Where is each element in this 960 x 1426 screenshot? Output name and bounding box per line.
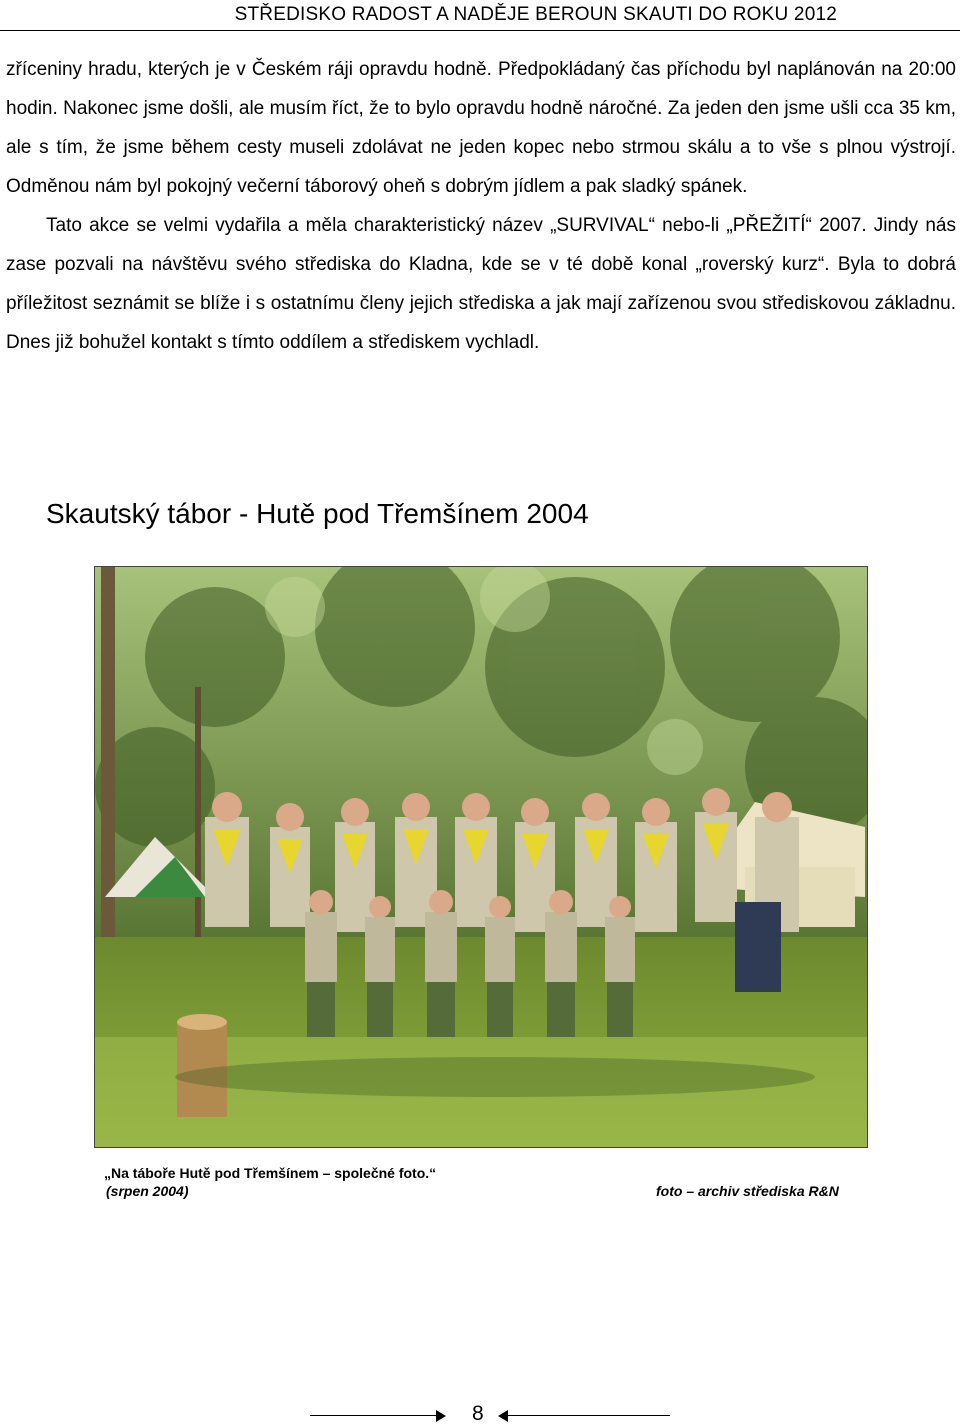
body-text xyxy=(6,50,956,362)
arrow-right-icon xyxy=(436,1410,446,1422)
paragraph: zříceniny hradu, kterých je v Českém ráji opravdu hodně. Předpokládaný čas příchodu byl naplánován na 20:00 hodin. Nakonec jsme došli, ale musím říct, že to bylo opravdu hodně náročné. Za jeden den jsme ušli cca 35 km, ale s tím, že jsme během cesty museli zdolávat ne jeden kopec nebo strmou skálu a to vše s plnou výstrojí. Odměnou nám byl pokojný večerní táborový oheň s dobrým jídlem a pak sladký spánek. xyxy=(6,59,956,197)
paragraph: Tato akce se velmi vydařila a měla charakteristický název „SURVIVAL“ nebo-li „PŘEŽITÍ“ 2007. Jindy nás zase pozvali na návštěvu svého střediska do Kladna, kde se v té době konal „roverský kurz“. Byla to dobrá příležitost seznámit se blíže i s ostatnímu členy jejich střediska a jak mají zařízenou svou střediskovou základnu. Dnes již bohužel kontakt s tímto oddílem a střediskem vychladl. xyxy=(6,215,956,353)
page-header xyxy=(0,0,960,31)
section-heading: Skautský tábor - Hutě pod Třemšínem 2004 xyxy=(46,498,589,529)
photo-credit: foto – archiv střediska R&N xyxy=(656,1183,839,1199)
group-photo xyxy=(94,566,868,1148)
footer-line-left xyxy=(310,1415,440,1416)
photo-date: (srpen 2004) xyxy=(106,1183,189,1199)
group-photo-illustration xyxy=(95,567,867,1147)
arrow-left-icon xyxy=(498,1410,508,1422)
header-title: STŘEDISKO RADOST A NADĚJE BEROUN SKAUTI DO ROKU 2012 xyxy=(234,4,837,25)
page-number: 8 xyxy=(472,1402,484,1425)
page-footer xyxy=(310,1400,670,1424)
photo-caption: „Na táboře Hutě pod Třemšínem – společné foto.“ xyxy=(104,1165,437,1181)
footer-line-right xyxy=(500,1415,670,1416)
